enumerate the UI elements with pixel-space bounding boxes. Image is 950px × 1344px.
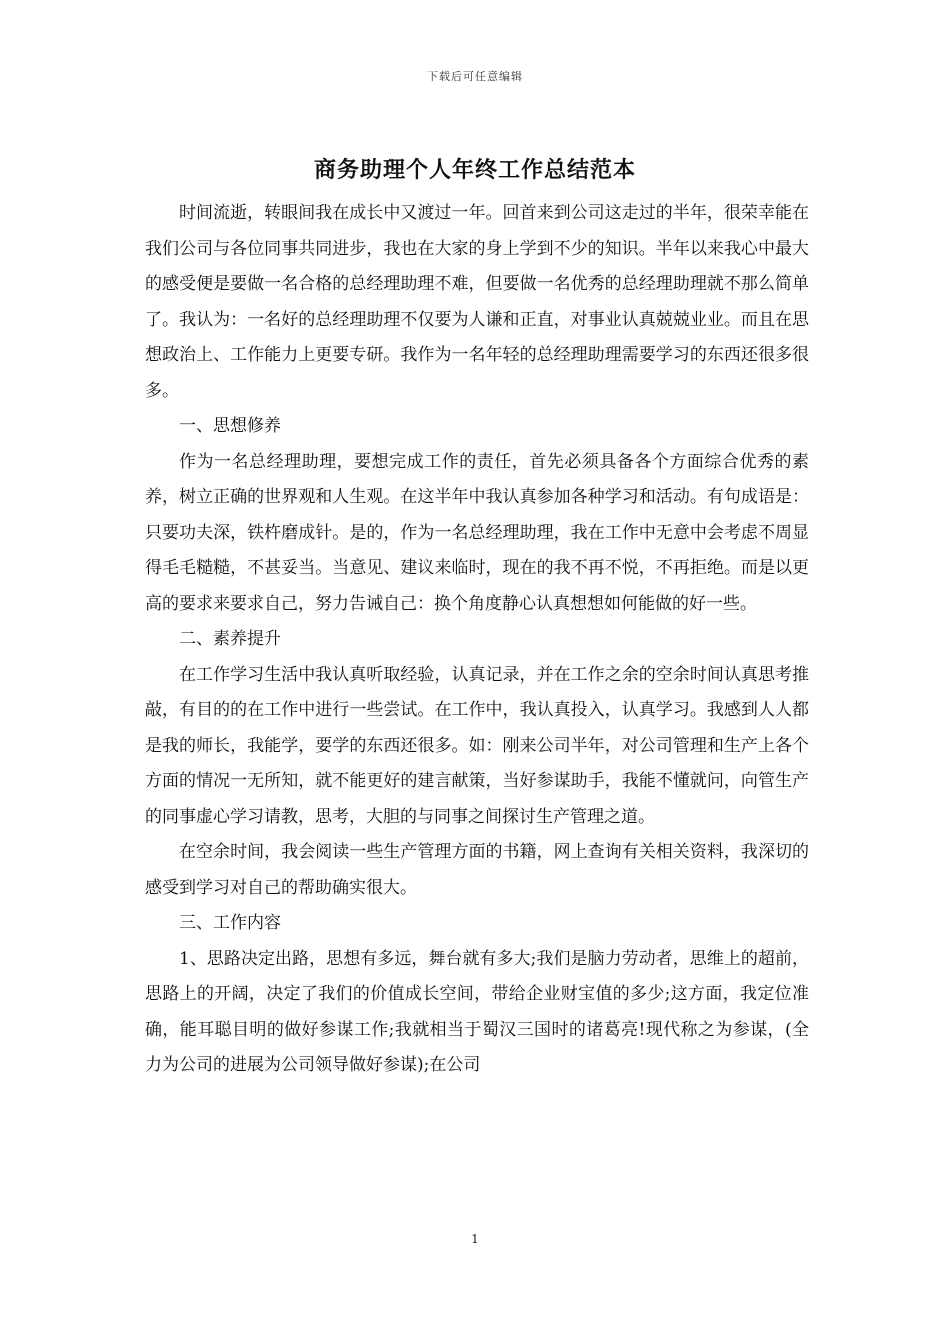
page-number: 1 <box>471 1232 479 1246</box>
intro-paragraph: 时间流逝，转眼间我在成长中又渡过一年。回首来到公司这走过的半年，很荣幸能在我们公司与各位同事共同进步，我也在大家的身上学到不少的知识。半年以来我心中最大的感受便是要做一名合格的总经理助理不难，但要做一名优秀的总经理助理就不那么简单了。我认为：一名好的总经理助理不仅要为人谦和正直，对事业认真兢兢业业。而且在思想政治上、工作能力上更要专研。我作为一名年轻的总经理助理需要学习的东西还很多很多。 <box>145 203 809 401</box>
section-2-paragraph-1: 在工作学习生活中我认真听取经验，认真记录，并在工作之余的空余时间认真思考推敲，有目的的在工作中进行一些尝试。在工作中，我认真投入，认真学习。我感到人人都是我的师长，我能学，要学的东西还很多。如：刚来公司半年，对公司管理和生产上各个方面的情况一无所知，就不能更好的建言献策，当好参谋助手，我能不懂就问，向管生产的同事虚心学习请教，思考，大胆的与同事之间探讨生产管理之道。 <box>145 664 809 827</box>
section-2-paragraph-2: 在空余时间，我会阅读一些生产管理方面的书籍，网上查询有关相关资料，我深切的感受到学习对自己的帮助确实很大。 <box>145 842 809 898</box>
section-heading-1: 一、思想修养 <box>179 416 281 436</box>
document-body <box>145 196 809 1084</box>
section-heading-3: 三、工作内容 <box>179 913 281 933</box>
section-1-paragraph: 作为一名总经理助理，要想完成工作的责任，首先必须具备各个方面综合优秀的素养，树立正确的世界观和人生观。在这半年中我认真参加各种学习和活动。有句成语是：只要功夫深，铁杵磨成针。是的，作为一名总经理助理，我在工作中无意中会考虑不周显得毛毛糙糙，不甚妥当。当意见、建议来临时，现在的我不再不悦，不再拒绝。而是以更高的要求来要求自己，努力告诫自己：换个角度静心认真想想如何能做的好一些。 <box>145 451 809 614</box>
page-header-note: 下载后可任意编辑 <box>427 70 523 83</box>
section-3-paragraph-1: 1、思路决定出路，思想有多远，舞台就有多大;我们是脑力劳动者，思维上的超前，思路上的开阔，决定了我们的价值成长空间，带给企业财宝值的多少;这方面，我定位准确，能耳聪目明的做好参谋工作;我就相当于蜀汉三国时的诸葛亮!现代称之为参谋，(全力为公司的进展为公司领导做好参谋);在公司 <box>145 948 809 1075</box>
section-heading-2: 二、素养提升 <box>179 629 281 649</box>
document-title: 商务助理个人年终工作总结范本 <box>313 157 636 183</box>
